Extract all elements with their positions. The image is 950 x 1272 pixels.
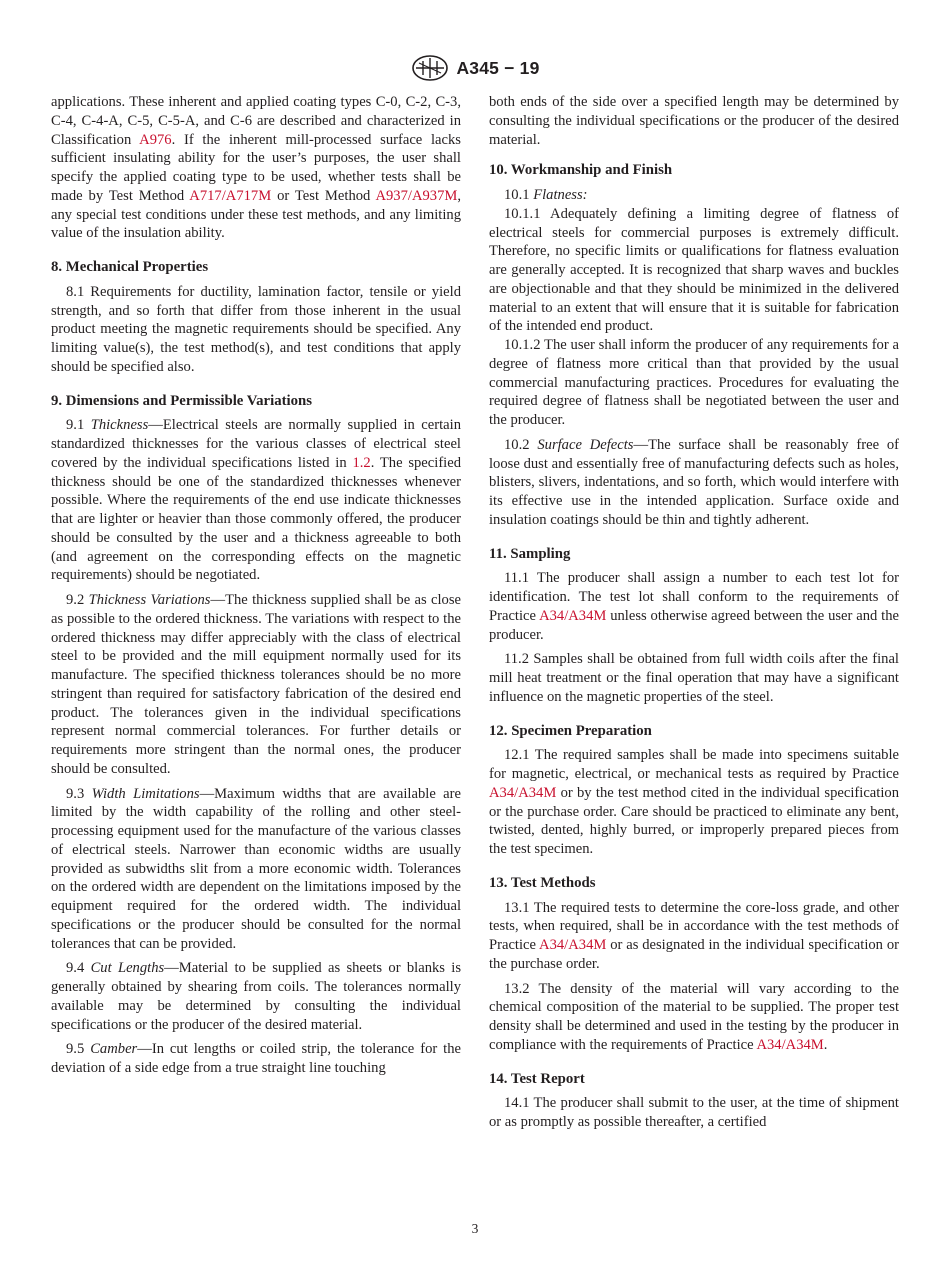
paragraph-9-3: 9.3 Width Limitations—Maximum widths that are available are limited by the width capability of the rolling and other steel-processing equipment used for the manufacture of the various classes of electrical steels. Narrower than economic widths are usually provided as subwidths slit from a more economic width. Tolerances on the ordered width are dependent on the limitations imposed by the equipment required for the ordered width. The individual specifications or the producer should be consulted for the normal tolerances that can be provided.	[51, 785, 461, 952]
paragraph-11-1: 11.1 The producer shall assign a number to each test lot for identification. The test lot shall conform to the requirements of Practice A34/A34M unless otherwise agreed between the user and the producer.	[489, 570, 899, 643]
paragraph-8-1: 8.1 Requirements for ductility, lamination factor, tensile or yield strength, and so forth that differ from those inherent in the usual product meeting the magnetic requirements should be specified. Any limiting value(s), the test method(s), and test conditions that apply should be specified also.	[51, 283, 461, 375]
paragraph-9-5-continued: both ends of the side over a specified length may be determined by consulting the individual specifications or the producer of the desired material.	[489, 94, 899, 148]
link-a976[interactable]: A976	[139, 131, 172, 148]
link-a717[interactable]: A717/A717M	[189, 187, 272, 204]
link-a34-specimen[interactable]: A34/A34M	[489, 784, 557, 801]
paragraph-7-continued: applications. These inherent and applied coating types C-0, C-2, C-3, C-4, C-4-A, C-5, C-5-A, and C-6 are described and characterized in Classification A976. If the inherent mill-processed surface lacks sufficient insulating ability for the user’s purposes, the user shall specify the applied coating type to be used, whether tests shall be made by Test Method A717/A717M or Test Method A937/A937M, any special test conditions under these test methods, and any limiting value of the insulation ability.	[51, 94, 461, 242]
paragraph-11-2: 11.2 Samples shall be obtained from full width coils after the final mill heat treatment or the final operation that may have a significant influence on the magnetic properties of the steel.	[489, 651, 899, 705]
heading-section-10: 10. Workmanship and Finish	[489, 162, 673, 179]
link-a34-test-methods[interactable]: A34/A34M	[539, 937, 607, 953]
link-a937[interactable]: A937/A937M	[375, 187, 458, 204]
heading-section-9: 9. Dimensions and Permissible Variations	[51, 392, 313, 409]
paragraph-14-1: 14.1 The producer shall submit to the user, at the time of shipment or as promptly as possible thereafter, a certified	[489, 1095, 899, 1130]
paragraph-13-2: 13.2 The density of the material will vary according to the chemical composition of the material to be supplied. The proper test density shall be determined and used in the testing by the producer in compliance with the requirements of Practice A34/A34M.	[489, 980, 899, 1053]
heading-section-13: 13. Test Methods	[489, 874, 596, 891]
page-number: 3	[471, 1221, 479, 1236]
paragraph-12-1: 12.1 The required samples shall be made into specimens suitable for magnetic, electrical, or mechanical tests as required by Practice A34/A34M or by the test method cited in the individual specification or the purchase order. Care should be practiced to eliminate any bent, twisted, dented, highly burred, or improperly prepared pieces from the test specimen.	[489, 747, 899, 857]
paragraph-9-5: 9.5 Camber—In cut lengths or coiled strip, the tolerance for the deviation of a side edge from a true straight line touching	[51, 1041, 461, 1076]
left-column	[51, 93, 461, 1078]
link-a34-sampling[interactable]: A34/A34M	[539, 607, 607, 624]
link-1-2[interactable]: 1.2	[352, 454, 371, 471]
paragraph-13-1: 13.1 The required tests to determine the core-loss grade, and other tests, when required, shall be in accordance with the test methods of Practice A34/A34M or as designated in the individual specification or the purchase order.	[489, 899, 899, 972]
heading-section-11: 11. Sampling	[489, 545, 571, 562]
heading-section-12: 12. Specimen Preparation	[489, 722, 652, 739]
paragraph-9-1: 9.1 Thickness—Electrical steels are normally supplied in certain standardized thicknesses for the various classes of electrical steel covered by the individual specifications listed in 1.2. The specified thickness should be one of the standardized thicknesses whenever possible. Where the requirements of the end use indicate thicknesses that are lighter or heavier than those commonly offered, the producer should be consulted by the user and a thickness agreeable to both (and agreement on the corresponding effects on the magnetic requirements) should be negotiated.	[51, 417, 462, 584]
astm-logo-icon	[410, 54, 450, 82]
paragraph-9-2: 9.2 Thickness Variations—The thickness supplied shall be as close as possible to the ordered thickness. The variations with respect to the ordered thickness may differ appreciably with the class of electrical steel to be provided and the mill equipment normally used for its manufacture. The specified thickness tolerances should be no more stringent than required for satisfactory fabrication of the desired end product. The tolerances given in the individual specifications represent normal commercial tolerances. For further details or requirements more stringent than the normal ones, the producer should be consulted.	[51, 592, 462, 777]
paragraph-10-2: 10.2 Surface Defects—The surface shall be reasonably free of loose dust and essentially free of manufacturing defects such as holes, blisters, slivers, indentations, and so forth, which would interfere with its effective use in the intended application. Surface oxide and insulation coatings should be thin and tightly adherent.	[489, 436, 899, 528]
link-a34-density[interactable]: A34/A34M	[756, 1036, 824, 1053]
page-header	[0, 54, 950, 82]
paragraph-9-4: 9.4 Cut Lengths—Material to be supplied as sheets or blanks is generally obtained by shearing from coils. The tolerances normally available may be determined by consulting the individual specifications or the producer of the desired material.	[51, 960, 462, 1033]
heading-section-8: 8. Mechanical Properties	[51, 259, 209, 275]
standard-designation: A345 − 19	[456, 57, 540, 78]
paragraph-10-1-1: 10.1.1 Adequately defining a limiting degree of flatness of electrical steels for commercial purposes is extremely difficult. Therefore, no specific limits or qualifications for flatness evaluation are generally accepted. It is recognized that sharp waves and buckles are objectionable and that they should be minimized in the delivered material to an extent that will ensure that it is suitable for fabrication of the intended end product.	[489, 205, 899, 335]
right-column	[489, 93, 899, 1132]
paragraph-10-1: 10.1 Flatness:	[504, 187, 588, 203]
heading-section-14: 14. Test Report	[489, 1070, 585, 1087]
paragraph-10-1-2: 10.1.2 The user shall inform the producer of any requirements for a degree of flatness more critical than that provided by the usual commercial manufacturing practices. Procedures for evaluating the required degree of flatness shall be negotiated between the user and the producer.	[489, 337, 899, 428]
